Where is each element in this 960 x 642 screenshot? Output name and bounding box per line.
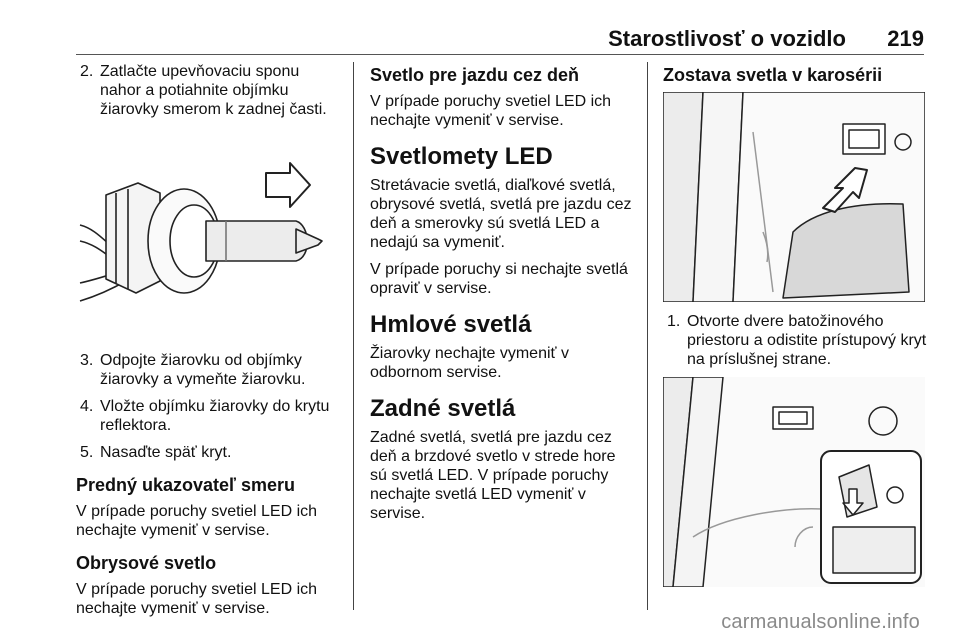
step-5 — [76, 443, 340, 462]
page-header — [76, 22, 924, 55]
column-3 — [663, 62, 929, 587]
led-headlights-text-2: V prípade poruchy si nechajte svetlá opraviť v servise. — [370, 261, 628, 297]
daytime-light-text: V prípade poruchy svetiel LED ich nechajte vymeniť v servise. — [370, 93, 612, 129]
step-1 — [663, 312, 929, 369]
step-text: Nasaďte späť kryt. — [100, 444, 232, 461]
section-heading-rear-lights: Zadné svetlá — [370, 395, 516, 422]
column-divider — [647, 62, 648, 610]
section-heading-fog-lights: Hmlové svetlá — [370, 311, 532, 338]
watermark: carmanualsonline.info — [721, 611, 920, 633]
step-text: Odpojte žiarovku od objímky žiarovky a vymeňte žiarovku. — [100, 352, 306, 388]
step-text: Zatlačte upevňovaciu sponu nahor a potiahnite objímku žiarovky smerom k zadnej časti. — [100, 63, 327, 118]
step-2 — [76, 62, 340, 119]
step-number: 2. — [80, 63, 94, 80]
section-heading-turn-indicator: Predný ukazovateľ smeru — [76, 475, 296, 495]
section-heading-daytime-light: Svetlo pre jazdu cez deň — [370, 65, 580, 85]
rear-lights-text: Zadné svetlá, svetlá pre jazdu cez deň a brzdové svetlo v strede hore sú svetlá LED. V prípade poruchy nechajte svetlá LED vymeniť v servise. — [370, 429, 616, 522]
step-text: Vložte objímku žiarovky do krytu reflektora. — [100, 398, 330, 434]
column-divider — [353, 62, 354, 610]
bulb-holder-illustration — [76, 133, 338, 329]
led-headlights-text-1: Stretávacie svetlá, diaľkové svetlá, obrysové svetlá, svetlá pre jazdu cez deň a smerovky sú svetlá LED a nedajú sa vymeniť. — [370, 177, 632, 251]
section-heading-body-light: Zostava svetla v karosérii — [663, 65, 883, 85]
section-heading-position-light: Obrysové svetlo — [76, 553, 217, 573]
step-number: 5. — [80, 444, 94, 461]
step-3 — [76, 351, 340, 389]
position-light-text: V prípade poruchy svetiel LED ich nechajte vymeniť v servise. — [76, 581, 318, 617]
turn-indicator-text: V prípade poruchy svetiel LED ich nechajte vymeniť v servise. — [76, 503, 318, 539]
access-cover-illustration — [663, 377, 925, 587]
section-heading-led-headlights: Svetlomety LED — [370, 143, 553, 170]
fog-lights-text: Žiarovky nechajte vymeniť v odbornom servise. — [370, 345, 569, 381]
page-title: Starostlivosť o vozidlo — [608, 26, 846, 51]
step-number: 4. — [80, 398, 94, 415]
page-number: 219 — [887, 26, 924, 51]
column-1 — [76, 62, 340, 626]
step-text: Otvorte dvere batožinového priestoru a odistite prístupový kryt na príslušnej strane. — [687, 313, 927, 368]
step-number: 3. — [80, 352, 94, 369]
step-4 — [76, 397, 340, 435]
column-2 — [370, 62, 636, 531]
trunk-interior-illustration — [663, 92, 925, 302]
step-number: 1. — [667, 313, 681, 330]
